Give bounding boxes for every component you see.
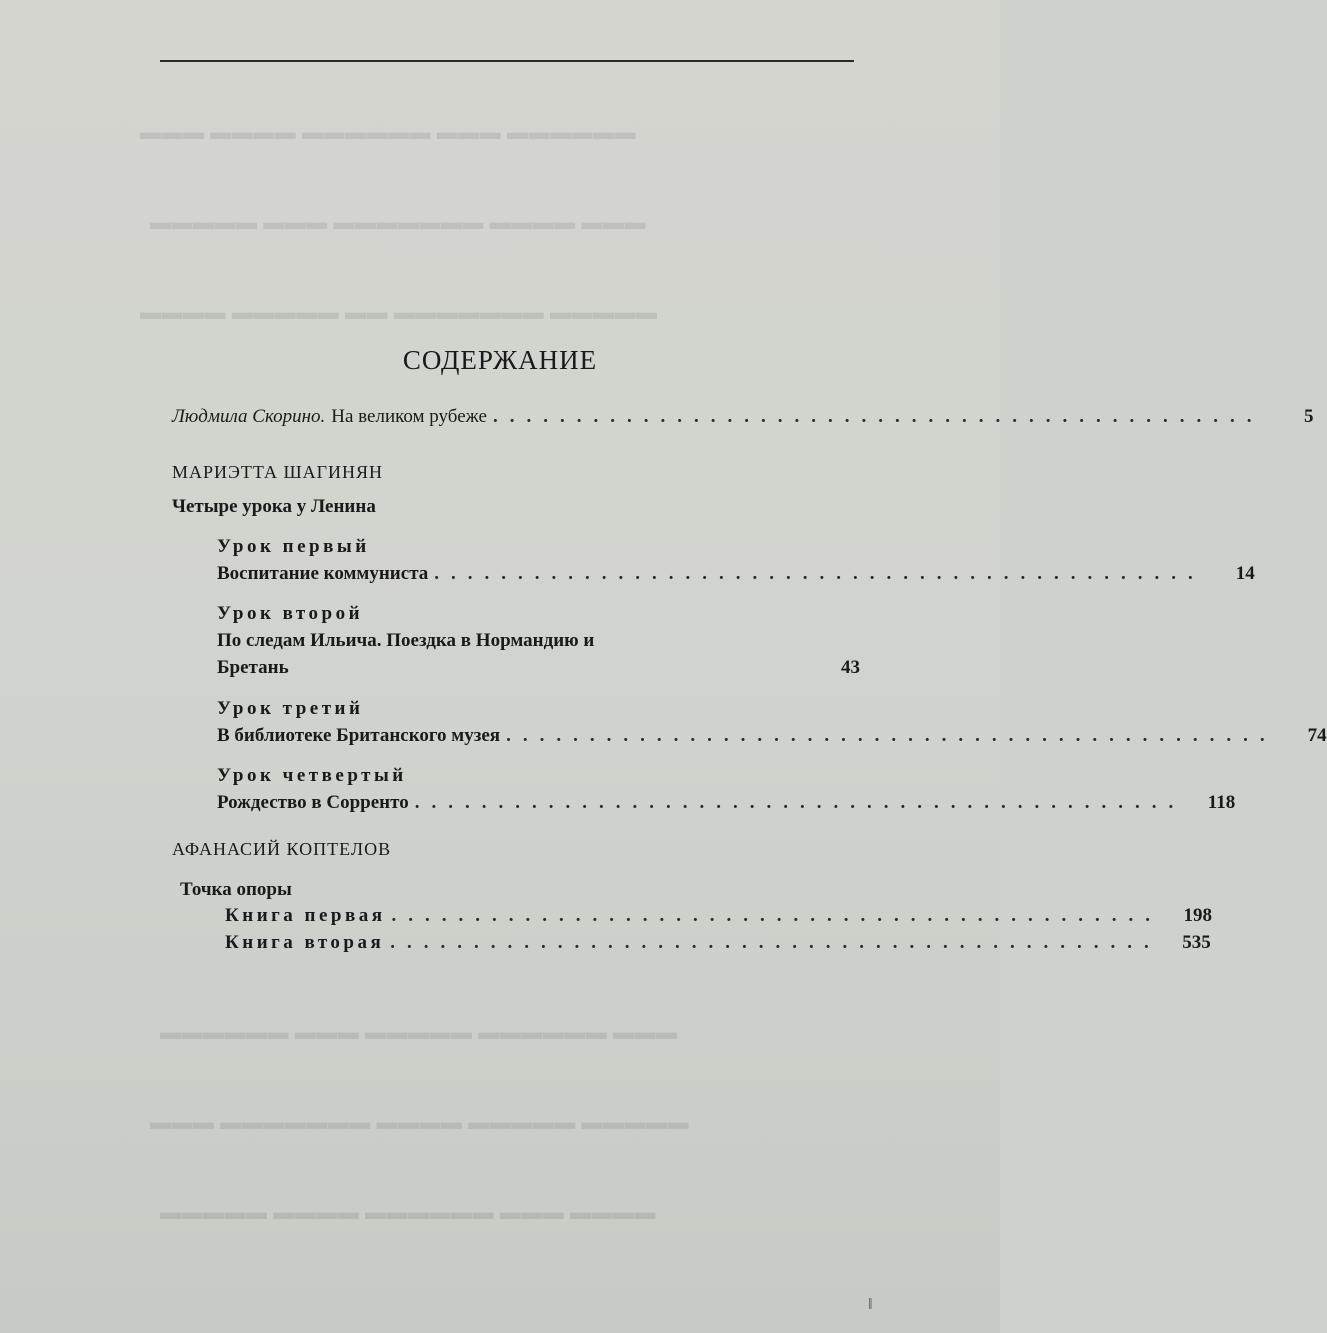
toc-entry-intro <box>172 406 1314 428</box>
lesson-title: По следам Ильича. Поездка в Нормандию и <box>217 630 595 651</box>
page-number: 14 <box>1235 563 1255 584</box>
dot-leader: .............................................. <box>414 792 1186 813</box>
lesson-title: Воспитание коммуниста <box>217 563 429 584</box>
toc-heading: СОДЕРЖАНИЕ <box>402 345 598 375</box>
book-label: Книга первая <box>225 905 386 926</box>
lesson-title: Бретань <box>217 657 289 678</box>
page-number: 535 <box>1182 932 1211 953</box>
dot-leader: .............................................. <box>390 932 1161 953</box>
dot-leader: .............................................. <box>492 406 1264 427</box>
intro-title: На великом рубеже <box>331 406 487 427</box>
work-title: Точка опоры <box>180 879 292 900</box>
page-number: 118 <box>1207 792 1236 813</box>
dot-leader: .............................................. <box>434 563 1205 584</box>
bleed-through-texture: ▬▬▬▬▬▬ ▬▬▬ ▬▬▬▬▬ ▬▬▬▬▬▬ ▬▬▬ <box>160 1020 678 1044</box>
corner-mark: ‖ <box>868 1296 873 1313</box>
bleed-through-texture: ▬▬▬▬ ▬▬▬▬▬ ▬▬ ▬▬▬▬▬▬▬ ▬▬▬▬▬ <box>140 300 658 324</box>
dot-leader: .............................................. <box>506 725 1277 746</box>
toc-entry-book <box>225 905 1213 927</box>
page-number: 198 <box>1183 905 1213 926</box>
toc-entry-lesson <box>217 657 860 679</box>
bleed-through-texture: ▬▬▬▬▬ ▬▬▬ ▬▬▬▬▬▬▬ ▬▬▬▬ ▬▬▬ <box>150 210 646 234</box>
lesson-label: Урок второй <box>217 603 364 624</box>
top-rule <box>160 60 854 62</box>
toc-entry-lesson <box>217 792 1236 814</box>
bleed-through-texture: ▬▬▬ ▬▬▬▬▬▬▬ ▬▬▬▬ ▬▬▬▬▬ ▬▬▬▬▬ <box>150 1110 689 1134</box>
intro-author: Людмила Скорино. <box>172 406 326 427</box>
lesson-label: Урок первый <box>217 536 370 557</box>
toc-entry-lesson <box>217 563 1255 585</box>
bleed-through-texture: ▬▬▬ ▬▬▬▬ ▬▬▬▬▬▬ ▬▬▬ ▬▬▬▬▬▬ <box>140 120 636 144</box>
lesson-title: В библиотеке Британского музея <box>217 725 501 746</box>
lesson-title: Рождество в Сорренто <box>217 792 409 813</box>
work-title: Четыре урока у Ленина <box>172 496 376 517</box>
dot-leader: .............................................. <box>391 905 1163 926</box>
section-author: МАРИЭТТА ШАГИНЯН <box>172 462 384 482</box>
toc-entry-lesson <box>217 725 1327 747</box>
section-author: АФАНАСИЙ КОПТЕЛОВ <box>172 839 392 859</box>
bleed-through-texture: ▬▬▬▬▬ ▬▬▬▬ ▬▬▬▬▬▬ ▬▬▬ ▬▬▬▬ <box>160 1200 656 1224</box>
page-number: 5 <box>1303 406 1314 427</box>
lesson-label: Урок четвертый <box>217 765 407 786</box>
page-number: 43 <box>841 657 860 678</box>
book-label: Книга вторая <box>225 932 385 953</box>
page-number: 74 <box>1307 725 1327 746</box>
lesson-label: Урок третий <box>217 698 364 719</box>
toc-entry-book <box>225 932 1211 954</box>
